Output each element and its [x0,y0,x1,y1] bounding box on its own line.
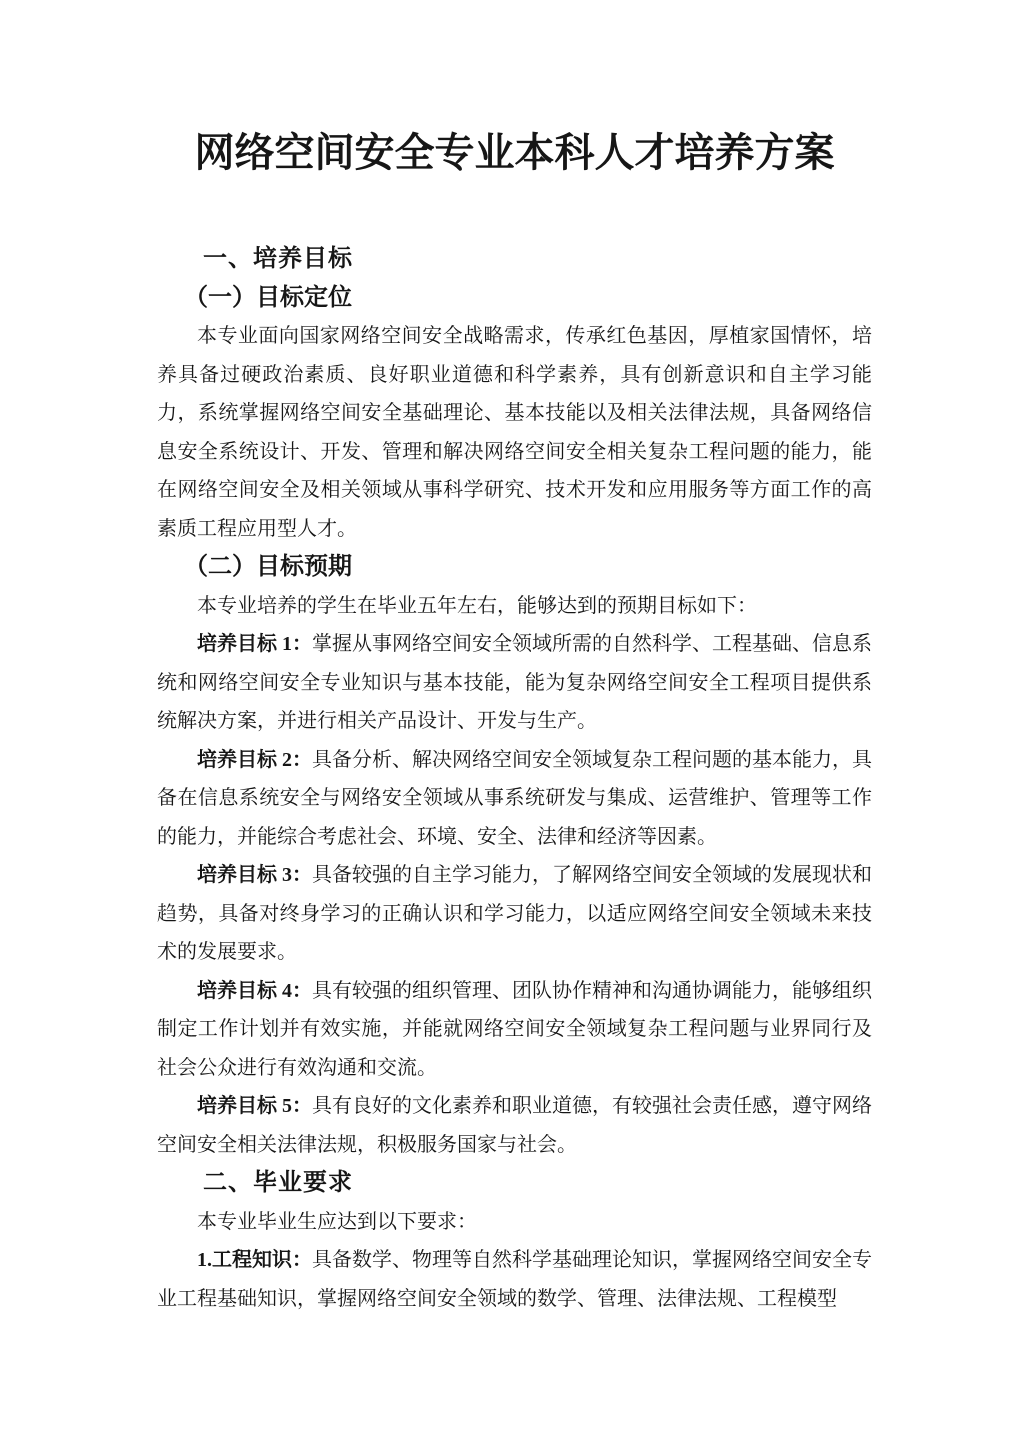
training-goal-4-text: 具有较强的组织管理、团队协作精神和沟通协调能力，能够组织制定工作计划并有效实施，并能就网络空间安全领域复杂工程问题与业界同行及社会公众进行有效沟通和交流。 [157,979,872,1079]
para-training-goal-4 [157,972,872,1088]
para-graduation-requirements-intro: 本专业毕业生应达到以下要求： [197,1210,477,1233]
heading-graduation-requirements: 二、毕业要求 [203,1169,353,1196]
training-goal-5-text: 具有良好的文化素养和职业道德，有较强社会责任感，遵守网络空间安全相关法律法规，积极服务国家与社会。 [157,1095,872,1156]
document-title: 网络空间安全专业本科人才培养方案 [194,130,835,175]
para-goal-expectation-intro: 本专业培养的学生在毕业五年左右，能够达到的预期目标如下： [197,594,757,617]
requirement-1-text: 具备数学、物理等自然科学基础理论知识，掌握网络空间安全专业工程基础知识，掌握网络空间安全领域的数学、管理、法律法规、工程模型 [157,1249,872,1310]
heading-goal-expectation: （二）目标预期 [184,553,352,580]
para-training-goal-2 [157,741,872,857]
training-goal-1-label: 培养目标 1： [197,633,312,655]
training-goal-4-label: 培养目标 4： [197,979,312,1002]
para-goal-positioning: 本专业面向国家网络空间安全战略需求，传承红色基因，厚植家国情怀，培养具备过硬政治素质、良好职业道德和科学素养，具有创新意识和自主学习能力，系统掌握网络空间安全基础理论、基本技能以及相关法律法规，具备网络信息安全系统设计、开发、管理和解决网络空间安全相关复杂工程问题的能力，能在网络空间安全及相关领域从事科学研究、技术开发和应用服务等方面工作的高素质工程应用型人才。 [157,325,872,540]
para-training-goal-1 [157,625,872,741]
heading-goal-positioning: （一）目标定位 [184,283,352,311]
training-goal-3-label: 培养目标 3： [197,864,312,886]
requirement-1-label: 1.工程知识： [197,1249,312,1271]
training-goal-3-text: 具备较强的自主学习能力，了解网络空间安全领域的发展现状和趋势，具备对终身学习的正确认识和学习能力，以适应网络空间安全领域未来技术的发展要求。 [157,864,872,963]
para-training-goal-5 [157,1087,872,1164]
para-training-goal-3 [157,856,872,972]
training-goal-2-label: 培养目标 2： [197,748,312,771]
training-goal-2-text: 具备分析、解决网络空间安全领域复杂工程问题的基本能力，具备在信息系统安全与网络安全领域从事系统研发与集成、运营维护、管理等工作的能力，并能综合考虑社会、环境、安全、法律和经济等因素。 [157,748,872,848]
training-goal-5-label: 培养目标 5： [197,1095,312,1117]
heading-training-objectives: 一、培养目标 [203,245,353,272]
para-requirement-1-engineering-knowledge [157,1241,872,1318]
training-goal-1-text: 掌握从事网络空间安全领域所需的自然科学、工程基础、信息系统和网络空间安全专业知识与基本技能，能为复杂网络空间安全工程项目提供系统解决方案，并进行相关产品设计、开发与生产。 [157,633,872,732]
